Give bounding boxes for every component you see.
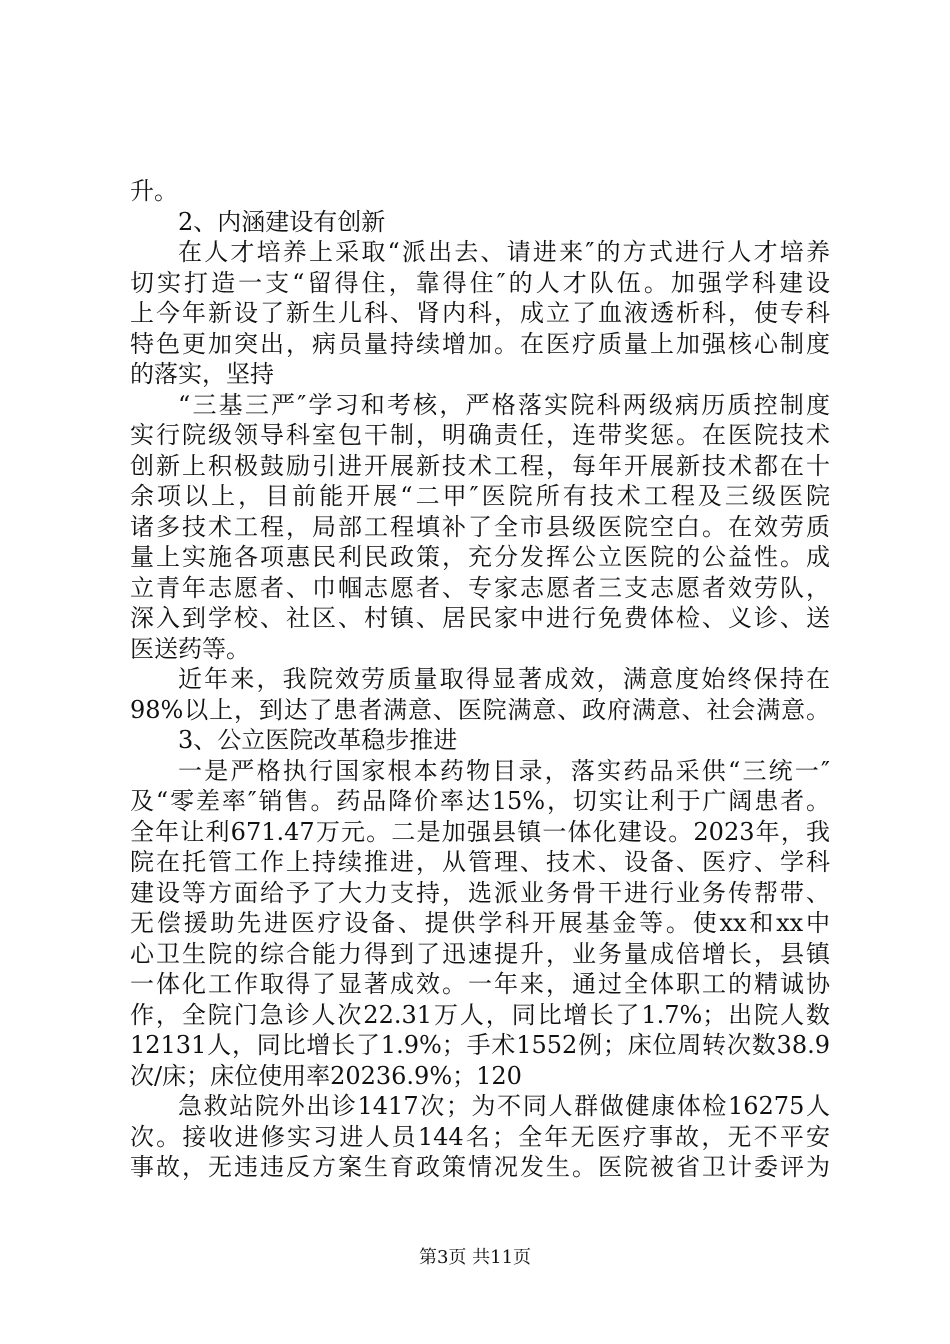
text-line: 诸多技术工程，局部工程填补了全市县级医院空白。在效劳质 [130,512,830,541]
text-line: 量上实施各项惠民利民政策，充分发挥公立医院的公益性。成 [130,543,830,571]
text-line: 创新上积极鼓励引进开展新技术工程，每年开展新技术都在十 [130,451,830,480]
text-line: 急救站院外出诊1417次；为不同人群做健康体检16275人 [178,1092,830,1120]
text-line: 心卫生院的综合能力得到了迅速提升，业务量成倍增长，县镇 [130,939,830,968]
text-line: 无偿援助先进医疗设备、提供学科开展基金等。使xx和xx中 [130,909,830,937]
text-line: 次/床；床位使用率20236.9%；120 [130,1061,522,1090]
text-line: 实行院级领导科室包干制，明确责任，连带奖惩。在医院技术 [130,421,830,449]
page-number-footer: 第3页 共11页 [418,1247,532,1268]
text-line: 切实打造一支“留得住，靠得住″的人才队伍。加强学科建设 [130,268,830,297]
section-heading: 2、内涵建设有创新 [178,207,386,236]
text-line: 及“零差率″销售。药品降价率达15%，切实让利于广阔患者。 [130,787,830,815]
text-line: 的落实，坚持 [130,360,274,388]
text-line: 特色更加突出，病员量持续增加。在医疗质量上加强核心制度 [130,329,830,358]
text-line: 立青年志愿者、巾帼志愿者、专家志愿者三支志愿者效劳队， [130,573,830,602]
text-line: 全年让利671.47万元。二是加强县镇一体化建设。2023年，我 [130,817,830,846]
text-line: 医送药等。 [130,634,250,663]
text-line: 上今年新设了新生儿科、肾内科，成立了血液透析科，使专科 [130,299,830,327]
text-line: 在人才培养上采取“派出去、请进来″的方式进行人才培养 [178,238,830,266]
text-line: 建设等方面给予了大力支持，选派业务骨干进行业务传帮带、 [130,878,830,907]
text-line: 作，全院门急诊人次22.31万人，同比增长了1.7%；出院人数 [130,1000,830,1029]
text-line: 深入到学校、社区、村镇、居民家中进行免费体检、义诊、送 [130,604,830,632]
text-line: 12131人，同比增长了1.9%；手术1552例；床位周转次数38.9 [130,1031,830,1059]
text-line: 事故，无违违反方案生育政策情况发生。医院被省卫计委评为 [130,1153,830,1181]
text-line: 98%以上，到达了患者满意、医院满意、政府满意、社会满意。 [130,695,830,724]
text-line: 近年来，我院效劳质量取得显著成效，满意度始终保持在 [178,665,830,693]
text-line: 升。 [130,177,178,205]
text-line: 次。接收进修实习进人员144名；全年无医疗事故，无不平安 [130,1122,830,1151]
text-line: “三基三严″学习和考核，严格落实院科两级病历质控制度 [178,390,830,419]
section-heading: 3、公立医院改革稳步推进 [178,726,458,754]
text-line: 一体化工作取得了显著成效。一年来，通过全体职工的精诚协 [130,970,830,998]
text-line: 一是严格执行国家根本药物目录，落实药品采供“三统一″ [178,756,830,785]
text-line: 院在托管工作上持续推进，从管理、技术、设备、医疗、学科 [130,848,830,876]
text-line: 余项以上，目前能开展“二甲″医院所有技术工程及三级医院 [130,482,830,510]
